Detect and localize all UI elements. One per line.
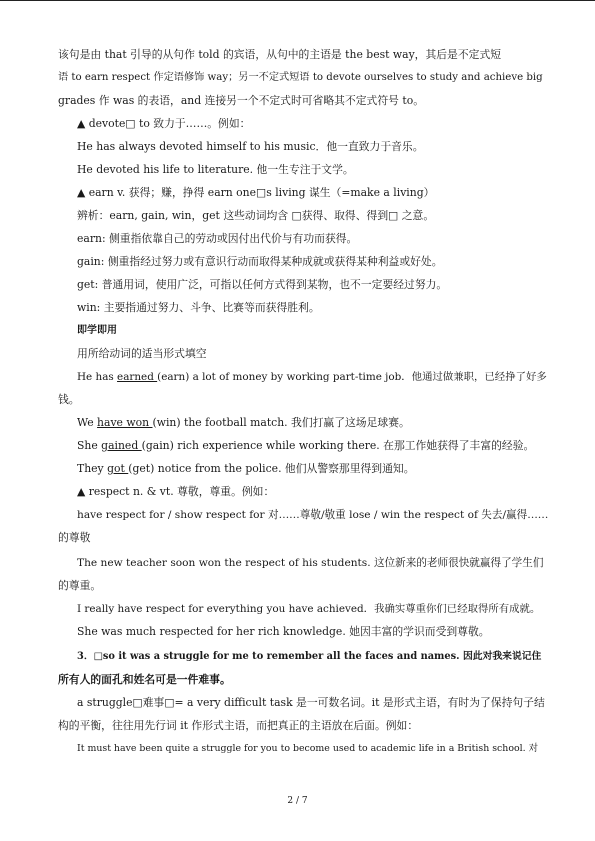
top-rule [0, 0, 595, 1]
practice-item-4-suffix: (get) notice from the police. 他们从警察那里得到通知。 [128, 462, 415, 475]
earn-heading: ▲ earn v. 获得；赚，挣得 earn one□s living 谋生（=make a living） [77, 186, 435, 199]
gain-definition: gain: 侧重指经过努力或有意识行动而取得某种成就或获得某种利益或好处。 [77, 255, 443, 268]
respect-example-1: The new teacher soon won the respect of his students. 这位新来的老师很快就赢得了学生们 [77, 557, 544, 569]
practice-heading: 即学即用 [77, 325, 117, 336]
respect-phrases-cont: 的尊敬 [58, 531, 91, 544]
practice-item-1 [77, 366, 548, 388]
respect-example-1-cont: 的尊重。 [58, 579, 102, 592]
earn-definition: earn: 侧重指依靠自己的劳动或因付出代价与有功而获得。 [77, 232, 358, 245]
discrimination-intro: 辨析：earn, gain, win，get 这些动词均含 □获得、取得、得到□ 之意。 [77, 209, 435, 222]
devote-heading: ▲ devote□ to 致力于……。例如： [77, 117, 251, 130]
practice-item-1-suffix: (earn) a lot of money by working part-time job．他通过做兼职，已经挣了好多 [157, 371, 547, 383]
practice-item-3 [77, 435, 548, 457]
practice-answer-1: earned [117, 371, 158, 383]
practice-answer-3: gained [101, 439, 142, 452]
practice-answer-2: have won [97, 416, 153, 429]
devote-example-2: He devoted his life to literature. 他一生专注于文学。 [77, 163, 354, 176]
struggle-example-1: It must have been quite a struggle for you to become used to academic life in a British school. 对 [77, 743, 538, 754]
practice-item-2 [77, 412, 548, 434]
respect-phrases: have respect for / show respect for 对……尊敬/敬重 lose / win the respect of 失去/赢得…… [77, 509, 549, 521]
explanation-line-1: 该句是由 that 引导的从句作 told 的宾语，从句中的主语是 the best way，其后是不定式短 [58, 48, 502, 61]
struggle-explanation-1: a struggle□难事□= a very difficult task 是一可数名词。it 是形式主语，有时为了保持句子结 [77, 696, 545, 709]
respect-example-2: I really have respect for everything you have achieved．我确实尊重你们已经取得所有成就。 [77, 603, 541, 615]
practice-answer-4: got [107, 462, 129, 475]
devote-example-1: He has always devoted himself to his music．他一直致力于音乐。 [77, 140, 424, 153]
practice-item-2-suffix: (win) the football match. 我们打赢了这场足球赛。 [152, 416, 410, 429]
practice-item-2-prefix: We [77, 416, 98, 429]
practice-item-1-prefix: He has [77, 371, 118, 383]
practice-instruction: 用所给动词的适当形式填空 [77, 347, 207, 360]
practice-item-3-suffix: (gain) rich experience while working there. 在那工作她获得了丰富的经验。 [141, 439, 535, 452]
practice-item-3-prefix: She [77, 439, 102, 452]
explanation-line-2: 语 to earn respect 作定语修饰 way；另一不定式短语 to devote ourselves to study and achieve big [58, 72, 543, 83]
struggle-explanation-2: 构的平衡，往往用先行词 it 作形式主语，而把真正的主语放在后面。例如： [58, 719, 419, 732]
explanation-line-3: grades 作 was 的表语，and 连接另一个不定式时可省略其不定式符号 to。 [58, 94, 424, 107]
win-definition: win: 主要指通过努力、斗争、比赛等而获得胜利。 [77, 301, 320, 314]
sentence-3-translation: 所有人的面孔和姓名可是一件难事。 [58, 673, 231, 686]
respect-example-3: She was much respected for her rich knowledge. 她因丰富的学识而受到尊敬。 [77, 625, 490, 638]
respect-heading: ▲ respect n. & vt. 尊敬，尊重。例如： [77, 485, 275, 498]
practice-item-4-prefix: They [77, 462, 108, 475]
sentence-3-heading: 3．□so it was a struggle for me to remember all the faces and names. 因此对我来说记住 [77, 651, 542, 662]
practice-item-4 [77, 458, 548, 480]
page-number: 2 / 7 [287, 796, 308, 806]
get-definition: get: 普通用词，使用广泛，可指以任何方式得到某物，也不一定要经过努力。 [77, 278, 448, 291]
practice-item-1-cont: 钱。 [58, 393, 80, 406]
